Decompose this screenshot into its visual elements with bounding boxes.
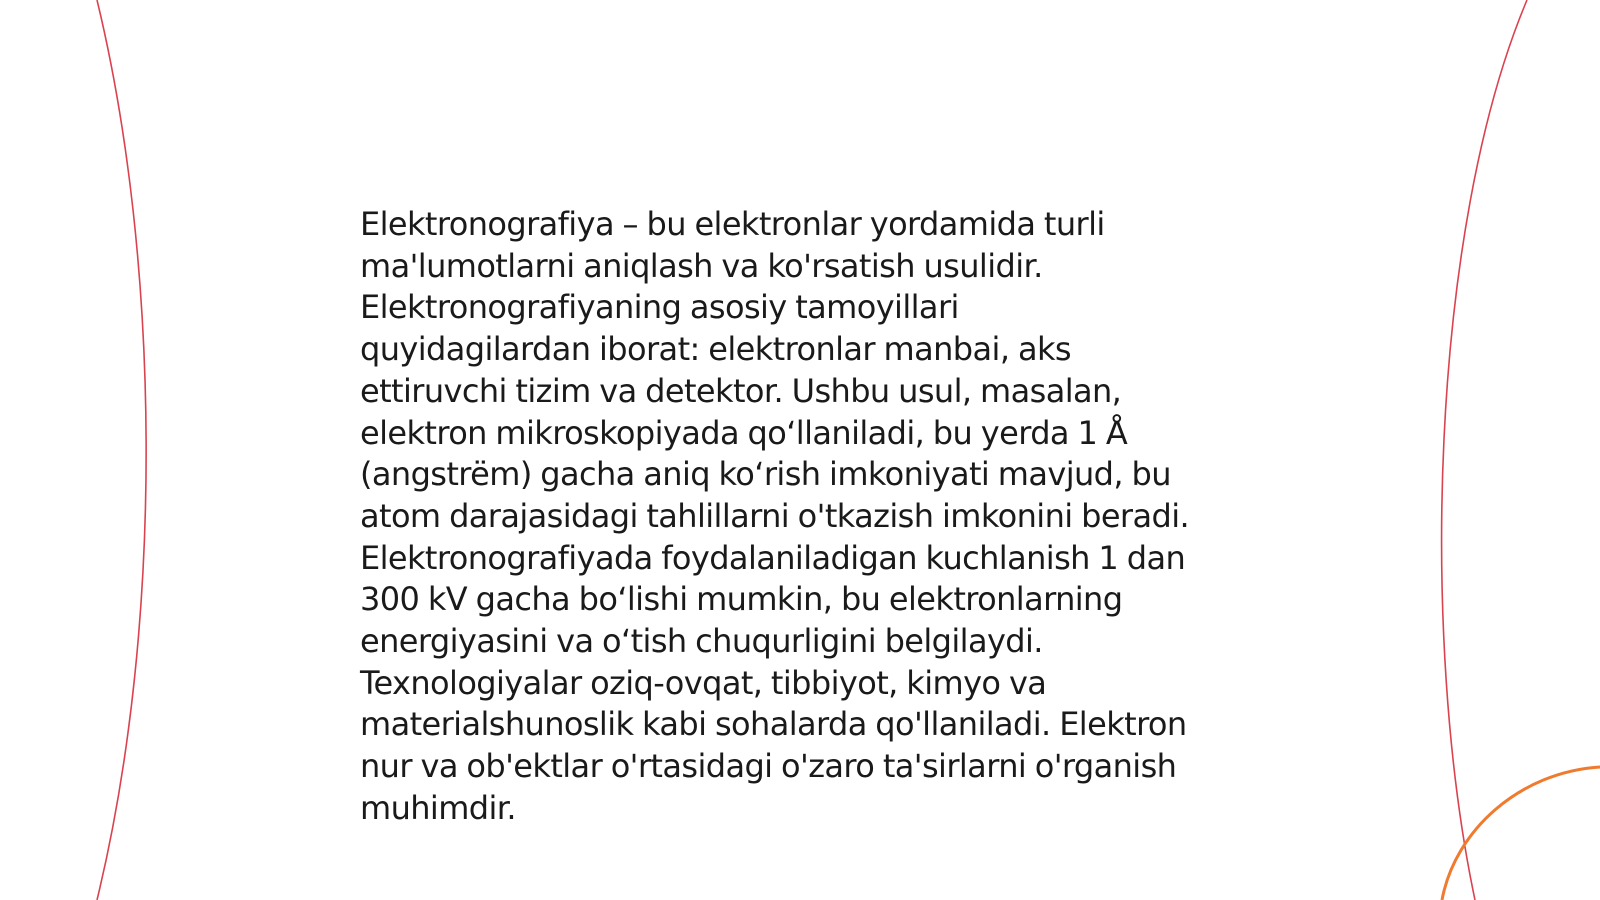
- paragraph-line: (angstrëm) gacha aniq ko‘rish imkoniyati mavjud, bu: [360, 455, 1171, 494]
- paragraph-line: ma'lumotlarni aniqlash va ko'rsatish usulidir.: [360, 246, 1043, 285]
- paragraph-line: atom darajasidagi tahlillarni o'tkazish imkonini beradi.: [360, 496, 1190, 535]
- paragraph-line: nur va ob'ektlar o'rtasidagi o'zaro ta'sirlarni o'rganish: [360, 747, 1177, 786]
- paragraph-line: materialshunoslik kabi sohalarda qo'llaniladi. Elektron: [360, 705, 1187, 744]
- paragraph-line: Elektronografiya – bu elektronlar yordamida turli: [360, 205, 1105, 243]
- paragraph-line: muhimdir.: [360, 788, 516, 827]
- paragraph-line: 300 kV gacha bo‘lishi mumkin, bu elektronlarning: [360, 580, 1123, 619]
- body-paragraph: [360, 204, 1260, 830]
- paragraph-line: quyidagilardan iborat: elektronlar manbai, aks: [360, 330, 1071, 369]
- paragraph-line: Elektronografiyaning asosiy tamoyillari: [360, 288, 959, 327]
- accent-arc: [1442, 767, 1600, 900]
- right-curve-line: [1442, 0, 1527, 900]
- left-curve-line: [97, 0, 146, 900]
- paragraph-line: Texnologiyalar oziq-ovqat, tibbiyot, kimyo va: [360, 663, 1047, 702]
- paragraph-line: Elektronografiyada foydalaniladigan kuchlanish 1 dan: [360, 538, 1186, 577]
- paragraph-line: energiyasini va o‘tish chuqurligini belgilaydi.: [360, 622, 1043, 661]
- paragraph-line: elektron mikroskopiyada qo‘llaniladi, bu yerda 1 Å: [360, 413, 1128, 452]
- paragraph-line: ettiruvchi tizim va detektor. Ushbu usul, masalan,: [360, 371, 1122, 410]
